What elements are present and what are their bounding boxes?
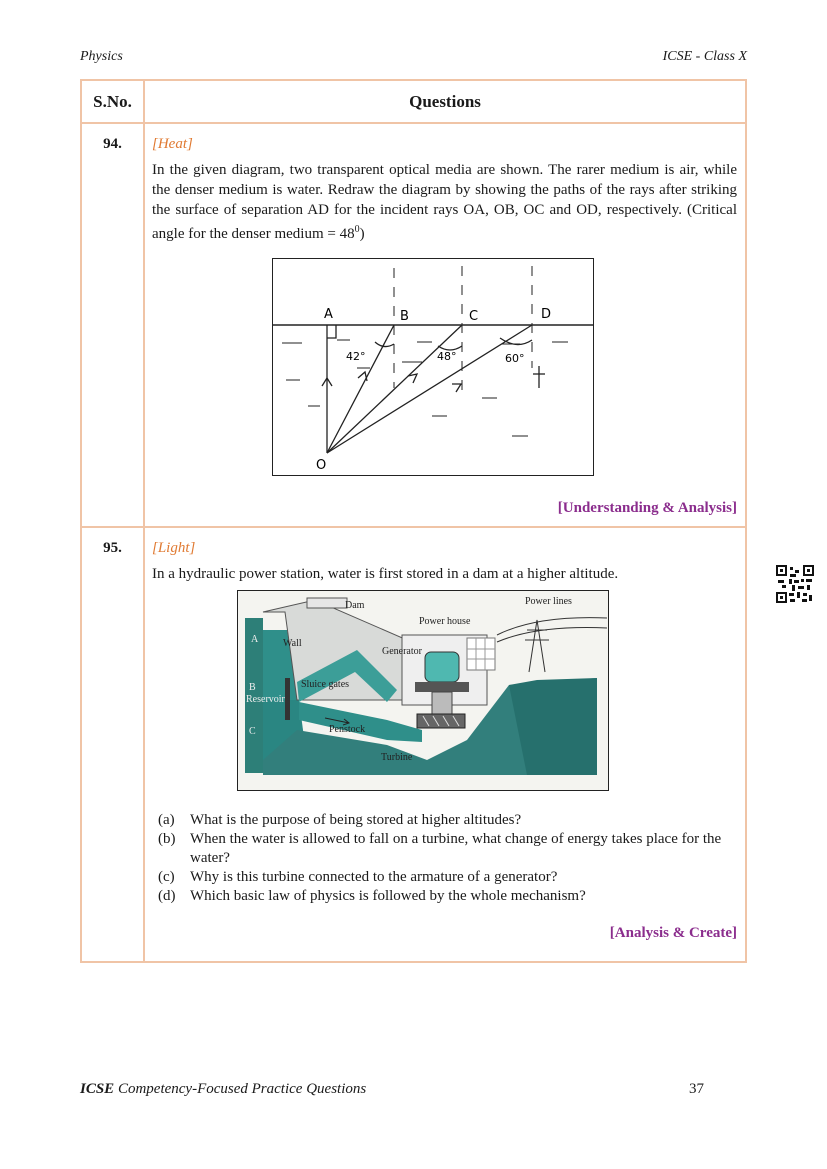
question-body (144, 527, 746, 962)
skill-tag: [Analysis & Create] (609, 925, 737, 941)
question-row-95 (81, 527, 746, 962)
angle-60: 60° (505, 352, 525, 365)
subquestion-item: (a) What is the purpose of being stored at higher altitudes? (158, 812, 522, 828)
label-c: C (249, 726, 256, 737)
header-board: ICSE - Class X (662, 49, 747, 64)
footer-title: ICSE Competency-Focused Practice Questions (80, 1081, 367, 1097)
label-reservoir: Reservoir (246, 694, 285, 705)
question-body (144, 123, 746, 527)
label-penstock: Penstock (329, 724, 366, 735)
questions-header: Questions (144, 80, 746, 123)
label-b: B (249, 682, 256, 693)
qr-code-icon (776, 565, 814, 603)
questions-table (80, 79, 747, 963)
label-c: C (469, 309, 479, 324)
label-o: O (316, 458, 327, 473)
question-number: 94. (81, 123, 144, 527)
sno-header: S.No. (81, 80, 144, 123)
angle-42: 42° (346, 350, 366, 363)
label-a: A (324, 307, 333, 322)
label-b: B (400, 309, 409, 324)
label-wall: Wall (283, 638, 302, 649)
label-power-house: Power house (419, 616, 471, 627)
label-generator: Generator (382, 646, 422, 657)
label-a: A (251, 634, 259, 645)
subquestion-item: (d) Which basic law of physics is followed by the whole mechanism? (158, 888, 586, 904)
subquestion-list (152, 811, 737, 906)
hydroelectric-diagram (237, 590, 609, 791)
header-subject: Physics (80, 49, 123, 64)
label-power-lines: Power lines (525, 596, 572, 607)
question-topic: [Heat] (152, 136, 193, 152)
page-number: 37 (689, 1081, 704, 1097)
label-dam: Dam (345, 600, 365, 611)
label-sluice-gates: Sluice gates (301, 679, 350, 690)
question-text: In a hydraulic power station, water is first stored in a dam at a higher altitude. (152, 566, 619, 582)
subquestion-item: (b) When the water is allowed to fall on a turbine, what change of energy takes place for the water? (158, 831, 722, 866)
table-header-row (81, 80, 746, 123)
question-number: 95. (81, 527, 144, 962)
question-row-94 (81, 123, 746, 527)
question-topic: [Light] (152, 540, 196, 556)
angle-48: 48° (437, 350, 457, 363)
question-text: In the given diagram, two transparent optical media are shown. The rarer medium is air, while the denser medium is water. Redraw the diagram by showing the paths of the rays after striking the surface of separation AD for the incident rays OA, OB, OC and OD, respectively. (Critical angle for the denser medium = $48^0$) (152, 162, 737, 242)
refraction-diagram (272, 258, 594, 476)
label-turbine: Turbine (381, 752, 413, 763)
skill-tag: [Understanding & Analysis] (557, 500, 737, 516)
subquestion-item: (c) Why is this turbine connected to the armature of a generator? (158, 869, 558, 885)
label-d: D (541, 307, 552, 322)
